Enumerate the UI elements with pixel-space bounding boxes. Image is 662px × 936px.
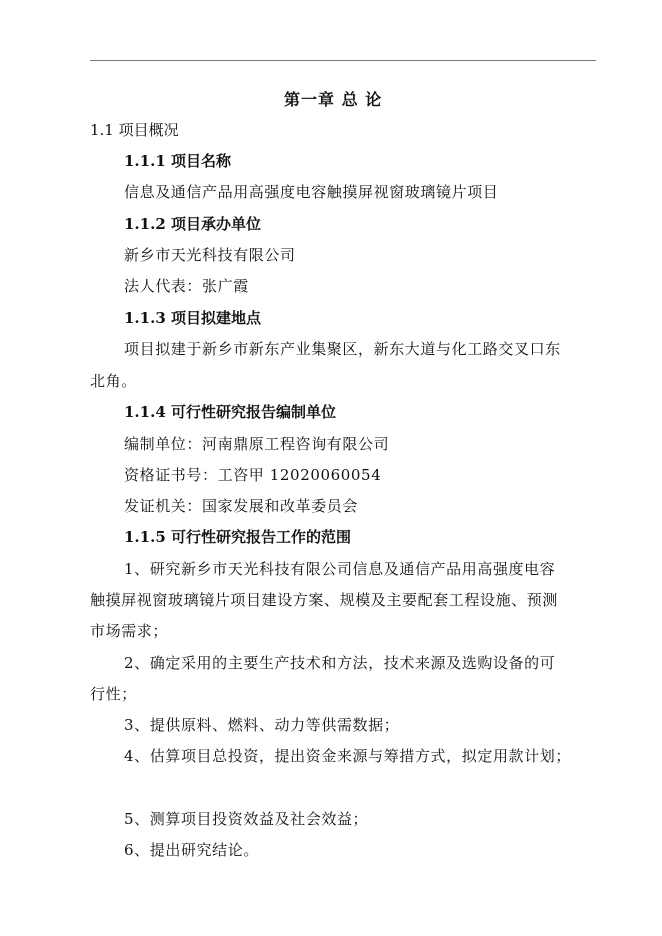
- section-heading-1-1: 1.1 项目概况: [90, 121, 179, 139]
- heading-1-1-2: 1.1.2 项目承办单位: [124, 215, 261, 233]
- heading-1-1-3: 1.1.3 项目拟建地点: [124, 309, 261, 327]
- heading-1-1-4: 1.1.4 可行性研究报告编制单位: [124, 403, 336, 421]
- scope-item-1-line-3: 市场需求；: [90, 622, 169, 640]
- legal-rep-text: 法人代表：张广霞: [124, 277, 249, 295]
- certificate-text: 资格证书号：工咨甲 12020060054: [124, 466, 382, 484]
- heading-1-1-5: 1.1.5 可行性研究报告工作的范围: [124, 528, 351, 546]
- project-name-text: 信息及通信产品用高强度电容触摸屏视窗玻璃镜片项目: [124, 183, 499, 201]
- location-line-2: 北角。: [90, 372, 137, 390]
- scope-item-6: 6、提出研究结论。: [124, 841, 259, 859]
- company-name-text: 新乡市天光科技有限公司: [124, 246, 296, 264]
- scope-item-2-line-2: 行性；: [90, 685, 137, 703]
- scope-item-5: 5、测算项目投资效益及社会效益；: [124, 810, 369, 828]
- issuer-text: 发证机关：国家发展和改革委员会: [124, 497, 359, 515]
- scope-item-4: 4、估算项目总投资，提出资金来源与筹措方式，拟定用款计划；: [124, 747, 571, 765]
- heading-1-1-1: 1.1.1 项目名称: [124, 152, 231, 170]
- chapter-title: 第一章 总 论: [284, 90, 383, 109]
- editor-unit-text: 编制单位：河南鼎原工程咨询有限公司: [124, 435, 390, 453]
- header-rule: [90, 60, 596, 61]
- location-line-1: 项目拟建于新乡市新东产业集聚区，新东大道与化工路交叉口东: [124, 340, 561, 358]
- scope-item-3: 3、提供原料、燃料、动力等供需数据；: [124, 716, 400, 734]
- scope-item-1-line-1: 1、研究新乡市天光科技有限公司信息及通信产品用高强度电容: [124, 560, 556, 578]
- scope-item-2-line-1: 2、确定采用的主要生产技术和方法，技术来源及选购设备的可: [124, 654, 556, 672]
- scope-item-1-line-2: 触摸屏视窗玻璃镜片项目建设方案、规模及主要配套工程设施、预测: [90, 591, 559, 609]
